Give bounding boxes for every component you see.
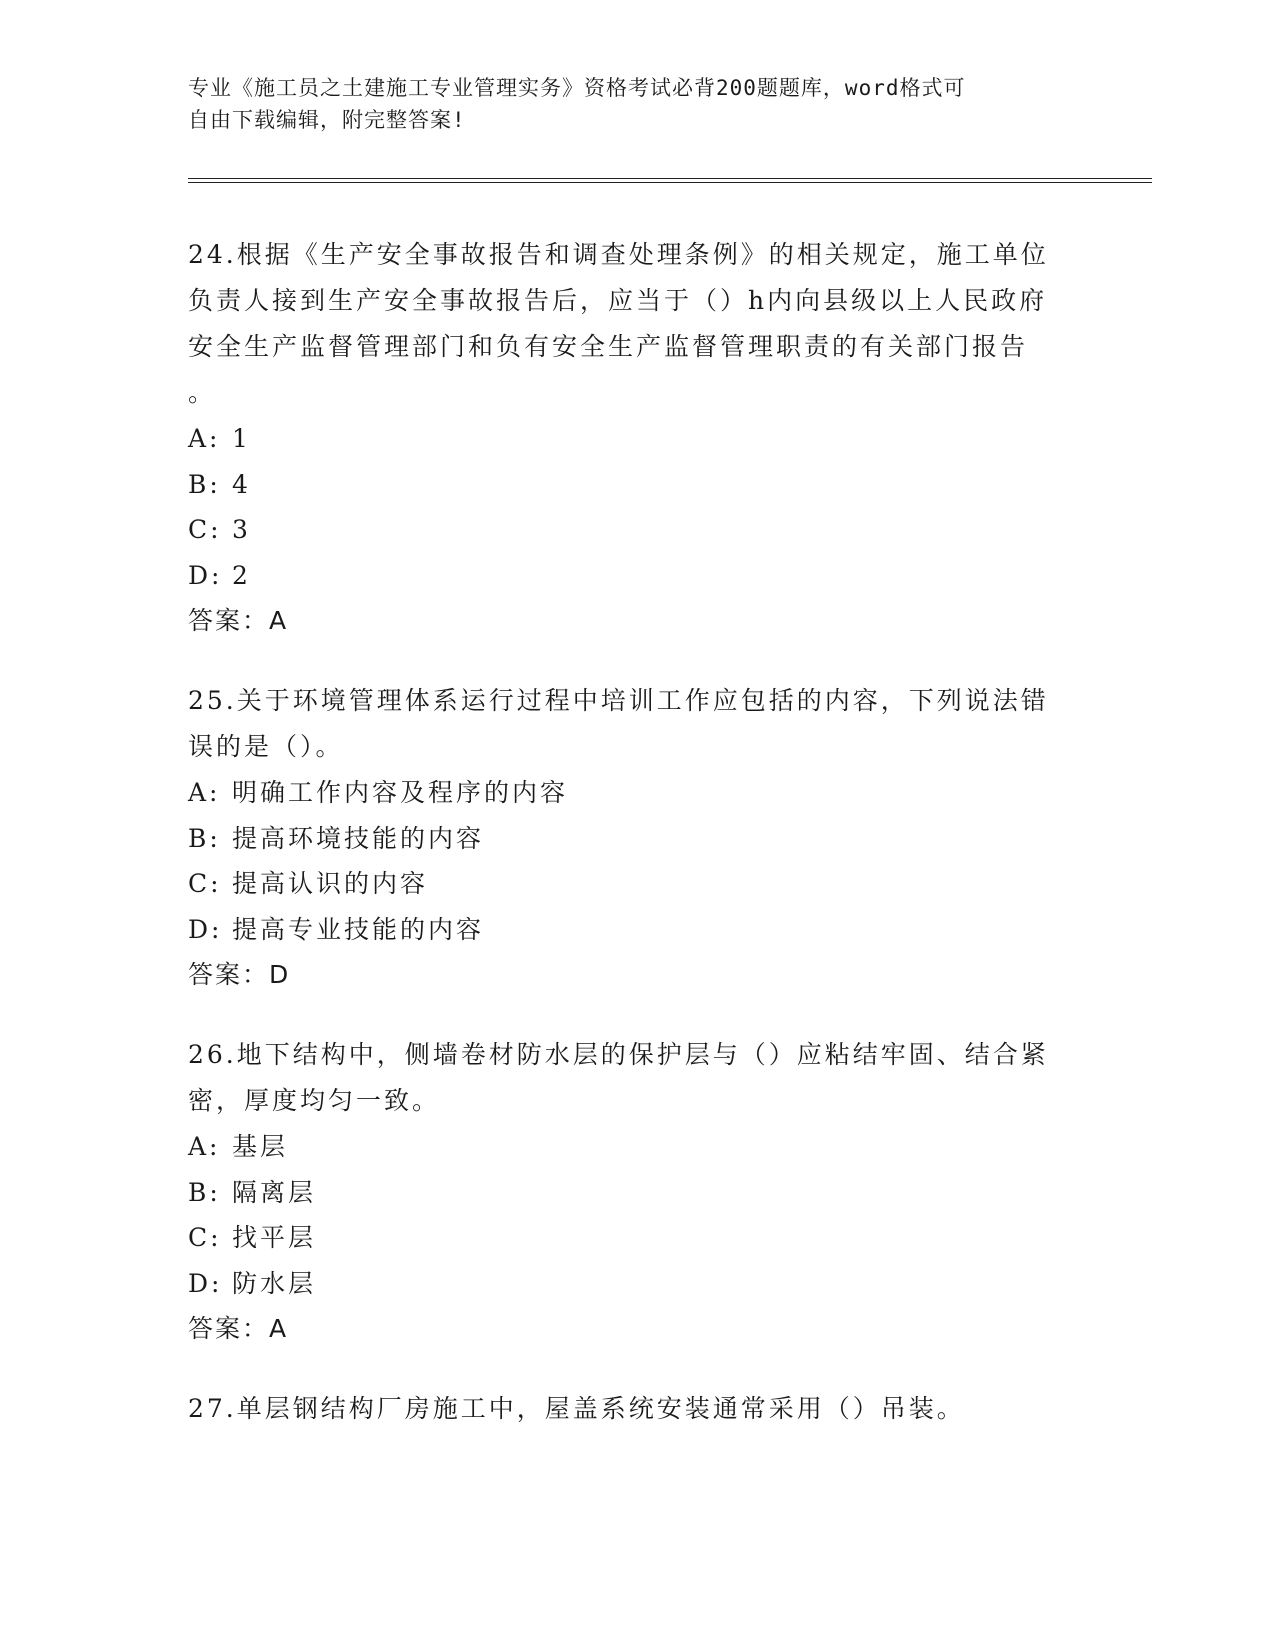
option-text: 提高认识的内容 bbox=[232, 869, 429, 898]
option-letter: A: bbox=[188, 1132, 221, 1161]
option-letter: B: bbox=[188, 469, 221, 499]
question-text-line: 25.关于环境管理体系运行过程中培训工作应包括的内容，下列说法错 bbox=[188, 686, 1049, 715]
option-text: 提高专业技能的内容 bbox=[232, 914, 485, 944]
question-26 bbox=[188, 1032, 1088, 1352]
option-a bbox=[188, 1124, 1088, 1170]
option-text: 基层 bbox=[232, 1132, 289, 1161]
option-d bbox=[188, 553, 1088, 599]
question-text-line: 误的是（）。 bbox=[188, 732, 344, 761]
option-letter: C: bbox=[188, 869, 222, 898]
question-text bbox=[188, 1032, 1088, 1124]
option-text: 隔离层 bbox=[232, 1177, 317, 1207]
option-letter: A: bbox=[188, 424, 221, 453]
option-text: 提高环境技能的内容 bbox=[232, 823, 485, 853]
option-text: 防水层 bbox=[232, 1268, 317, 1298]
option-text: 明确工作内容及程序的内容 bbox=[232, 778, 569, 807]
option-text: 2 bbox=[232, 560, 251, 590]
answer: 答案：A bbox=[188, 606, 289, 635]
option-d bbox=[188, 1261, 1088, 1307]
question-text bbox=[188, 1386, 1088, 1432]
option-text: 3 bbox=[232, 515, 251, 544]
option-letter: C: bbox=[188, 1223, 222, 1252]
question-text-line: 密，厚度均匀一致。 bbox=[188, 1086, 441, 1115]
option-letter: B: bbox=[188, 1177, 221, 1207]
option-a bbox=[188, 416, 1088, 462]
option-b bbox=[188, 462, 1088, 508]
question-text-line: 安全生产监督管理部门和负有安全生产监督管理职责的有关部门报告 bbox=[188, 332, 1029, 361]
question-list bbox=[188, 232, 1088, 1466]
header-divider bbox=[188, 178, 1152, 183]
question-text bbox=[188, 678, 1088, 770]
option-d bbox=[188, 907, 1088, 953]
option-letter: B: bbox=[188, 823, 221, 853]
option-b bbox=[188, 1170, 1088, 1216]
answer: 答案：D bbox=[188, 960, 291, 989]
question-24 bbox=[188, 232, 1088, 644]
option-b bbox=[188, 816, 1088, 862]
header-title-line-1: 专业《施工员之土建施工专业管理实务》资格考试必背200题题库，word格式可 bbox=[188, 76, 966, 100]
option-letter: A: bbox=[188, 778, 221, 807]
answer: 答案：A bbox=[188, 1314, 289, 1343]
option-text: 找平层 bbox=[232, 1223, 317, 1252]
option-c bbox=[188, 861, 1088, 907]
question-text-line: 24.根据《生产安全事故报告和调查处理条例》的相关规定，施工单位 bbox=[188, 240, 1049, 269]
option-text: 4 bbox=[232, 469, 251, 499]
option-letter: D: bbox=[188, 560, 223, 590]
option-a bbox=[188, 770, 1088, 816]
question-text-line: 27.单层钢结构厂房施工中，屋盖系统安装通常采用（）吊装。 bbox=[188, 1394, 965, 1423]
option-text: 1 bbox=[232, 424, 251, 453]
option-letter: D: bbox=[188, 1268, 223, 1298]
question-text-line: 。 bbox=[188, 378, 217, 407]
question-25 bbox=[188, 678, 1088, 998]
option-letter: D: bbox=[188, 914, 223, 944]
question-text-line: 26.地下结构中，侧墙卷材防水层的保护层与（）应粘结牢固、结合紧 bbox=[188, 1040, 1049, 1069]
header-title-line-2: 自由下载编辑，附完整答案! bbox=[188, 108, 466, 132]
option-c bbox=[188, 1215, 1088, 1261]
option-letter: C: bbox=[188, 515, 222, 544]
question-text-line: 负责人接到生产安全事故报告后，应当于（）h内向县级以上人民政府 bbox=[188, 286, 1048, 315]
option-c bbox=[188, 507, 1088, 553]
question-27 bbox=[188, 1386, 1088, 1432]
document-header bbox=[188, 72, 1088, 136]
question-text bbox=[188, 232, 1088, 416]
